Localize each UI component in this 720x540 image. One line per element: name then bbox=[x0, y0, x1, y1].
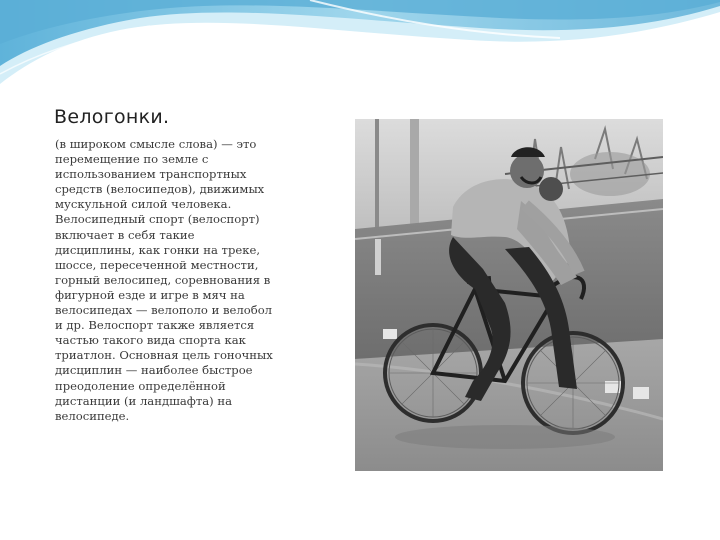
body-paragraph: Велосипедный спорт (велоспорт) включает в себя такие дисциплины, как гонки на треке, шоссе, пересеченной местности, горный велосипед, соревнования в фигурной езде и игре в мяч на велосипедах — велополо и велобол и др. Велоспорт также является частью такого вида спорта как триатлон. Основная цель гоночных дисциплин — наиболее быстрое преодоление определённой дистанции (и ландшафта) на велосипеде. bbox=[55, 212, 273, 423]
cyclist-photo bbox=[355, 119, 663, 471]
slide-title: Велогонки. bbox=[54, 106, 170, 128]
header-wave-decoration bbox=[0, 0, 720, 120]
body-text bbox=[55, 137, 277, 424]
body-paragraph: (в широком смысле слова) — это перемещение по земле с использованием транспортных средств (велосипедов), движимых мускульной силой человека. bbox=[55, 137, 265, 212]
cyclist-photo-icon bbox=[355, 119, 663, 471]
